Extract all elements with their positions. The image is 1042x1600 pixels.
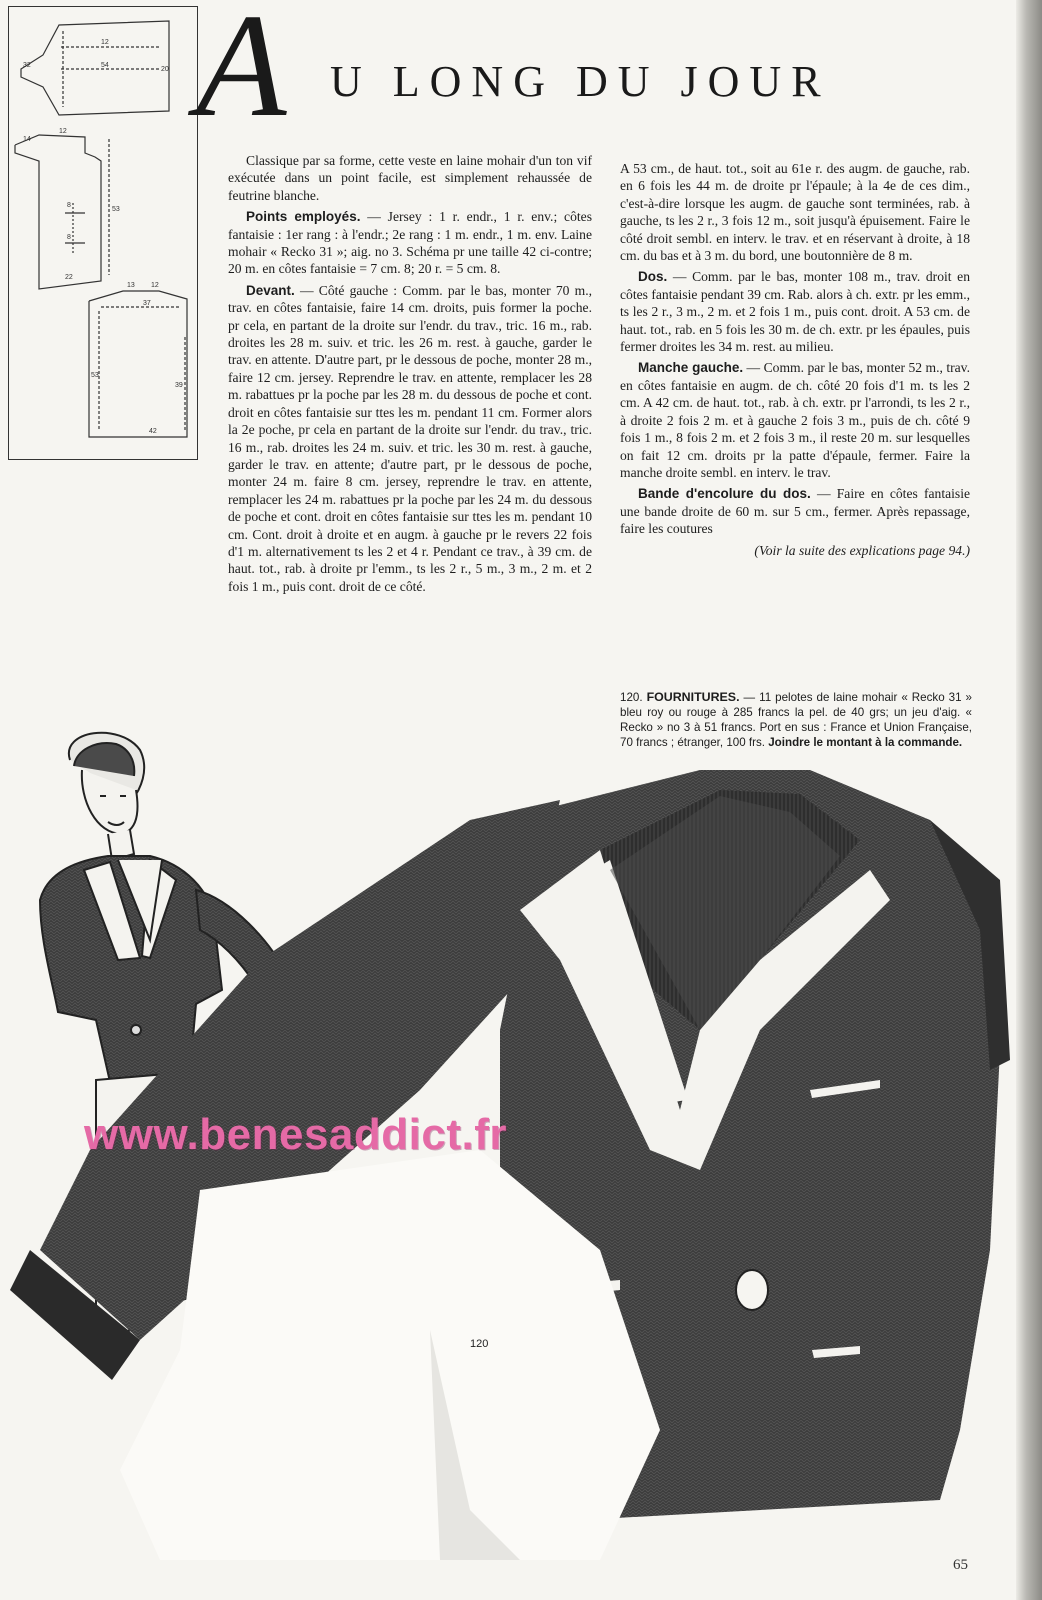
title-initial: A	[196, 0, 287, 148]
points-paragraph	[228, 208, 592, 278]
schema-label: 14	[23, 136, 31, 143]
figure-number: 120	[470, 1338, 489, 1350]
back-schematic	[89, 291, 187, 437]
section-text: — Comm. par le bas, monter 108 m., trav. droit en côtes fantaisie pendant 39 cm. Rab. alors à ch. extr. pr les emm., ts les 2 r., 3 m., 2 m. et 2 fois 1 m., puis cont. droit. A 53 cm. de haut. tot., rab. en 5 fois les 30 m. de ch. extr. pr les épaules, puis fermer droites les 34 m. rest. au milieu.	[620, 269, 970, 355]
text-column-right	[620, 160, 970, 559]
schema-label: 54	[101, 62, 109, 69]
continued-note: (Voir la suite des explications page 94.)	[754, 542, 970, 558]
page-number: 65	[953, 1557, 968, 1573]
section-heading: Devant.	[246, 282, 295, 298]
schema-label: 12	[59, 128, 67, 135]
dos-paragraph	[620, 268, 970, 355]
devant-continued: A 53 cm., de haut. tot., soit au 61e r. des augm. de gauche, rab. en 6 fois les 44 m. de droite pr l'épaule; à la 4e de ces dim., c'est-à-dire lorsque les augm. de gauche sont terminées, rab. à gauche, ts les 2 r., 3 fois 12 m., soit jusqu'à épuisement. Faire le côté droit sembl. en interv. le trav. et en réservant à droite, à 18 cm. du bas et à 3 m. du bord, une boutonnière de 8 m.	[620, 161, 970, 264]
supplies-order-note: Joindre le montant à la commande.	[768, 736, 963, 749]
section-text: — Comm. par le bas, monter 52 m., trav. en côtes fantaisie en augm. de ch. côté 20 fois d'1 m. ts les 2 cm. A 42 cm. de haut. tot., rab. à ch. extr. pr l'arrondi, ts les 2 r., à droite 2 fois 2 m. et à gauche 2 fois 3 m., puis de ch. côté 9 fois 1 m., 8 fois 2 m. et 2 fois 3 m., il reste 20 m. sur lesquelles on fait 12 cm. droits pr la patte d'épaule, fermer. Faire la manche droite sembl. en interv. le trav.	[620, 360, 970, 480]
intro-paragraph: Classique par sa forme, cette veste en laine mohair d'un ton vif exécutée dans un point facile, est simplement rehaussée de feutrine blanche.	[228, 153, 592, 203]
schema-label: 39	[175, 382, 183, 389]
schema-label: 8	[67, 234, 71, 241]
schematic-drawing	[9, 7, 197, 459]
schema-label: 42	[149, 428, 157, 435]
section-heading: Bande d'encolure du dos.	[638, 486, 811, 502]
schema-label: 53	[112, 206, 120, 213]
supplies-text: — 11 pelotes de laine mohair « Recko 31 » bleu roy ou rouge à 285 francs la pel. de 40 grs; un jeu d'aig. « Recko » no 3 à 51 francs. Port en sus : France et Union Française, 70 francs ; étranger, 100 frs.	[620, 691, 972, 749]
schema-label: 32	[23, 62, 31, 69]
pattern-schematic	[8, 6, 198, 460]
text-column-left	[228, 152, 592, 599]
devant-paragraph	[228, 282, 592, 595]
page-title: U LONG DU JOUR	[330, 57, 831, 106]
bande-paragraph	[620, 485, 970, 537]
schema-label: 22	[65, 274, 73, 281]
section-text: — Jersey : 1 r. endr., 1 r. env.; côtes fantaisie : 1er rang : à l'endr.; 2e rang : 1 m. endr., 1 m. env. Laine mohair « Recko 31 »; aig. no 3. Schéma pr une taille 42 ci-contre; 20 m. en côtes fantaisie = 7 cm. 8; 20 r. = 5 cm. 8.	[228, 209, 592, 277]
section-heading: Dos.	[638, 269, 668, 285]
section-heading: Manche gauche.	[638, 360, 744, 376]
page-edge-shadow	[1016, 0, 1042, 1600]
front-schematic	[15, 135, 109, 289]
sleeve-schematic	[21, 21, 169, 115]
schema-label: 20	[161, 66, 169, 73]
section-text: — Faire en côtes fantaisie une bande droite de 60 m. sur 5 cm., fermer. Après repassage, faire les coutures	[620, 486, 971, 537]
schema-label: 12	[101, 39, 109, 46]
schema-label: 12	[151, 282, 159, 289]
section-heading: Points employés.	[246, 209, 361, 225]
schema-label: 37	[143, 300, 151, 307]
supplies-number: 120.	[620, 691, 643, 704]
section-text: — Côté gauche : Comm. par le bas, monter 70 m., trav. en côtes fantaisie, faire 14 cm. droits, puis former la poche. pr cela, en partant de la droite sur l'endr. du trav., tric. 16 m., rab. droites les 28 m. suiv. et tric. les 26 m. rest. à gauche, garder le trav. en attente. D'autre part, pr le dessous de poche, monter 28 m., faire 12 cm. jersey. Reprendre le trav. en attente, remplacer les 28 m. rabattues pr la poche par les 28 m. du dessous de poche et cont. droit en côtes fantaisie sur ttes les m. pendant 11 cm. Former alors la 2e poche, pr cela en partant de la droite sur l'endr. du trav., tric. 16 m., rab. droites les 24 m. suiv. et tric. les 30 m. rest. à gauche, garder le trav. en attente; d'autre part, pr le dessous de poche, monter 24 m. faire 8 cm. jersey, reprendre le trav. en attente, remplacer les 24 m. rabattues pr la poche par les 24 m. du dessous de poche et cont. droit en côtes fantaisie sur ttes les m. pendant 10 cm. Cont. droit à droite et en augm. à gauche pr le revers 22 fois d'1 m. alternativement ts les 2 et 4 r. Pendant ce trav., à 39 cm. de haut. tot., rab. à droite pr l'emm., ts les 2 r., 5 m., 3 m., 2 m. et 2 fois 1 m., puis cont. droit de ce côté.	[228, 282, 592, 594]
schema-label: 13	[127, 282, 135, 289]
watermark-text: www.benesaddict.fr	[84, 1110, 508, 1159]
schema-label: 8	[67, 202, 71, 209]
schema-label: 53	[91, 372, 99, 379]
manche-paragraph	[620, 359, 970, 481]
supplies-heading: FOURNITURES.	[646, 690, 740, 704]
